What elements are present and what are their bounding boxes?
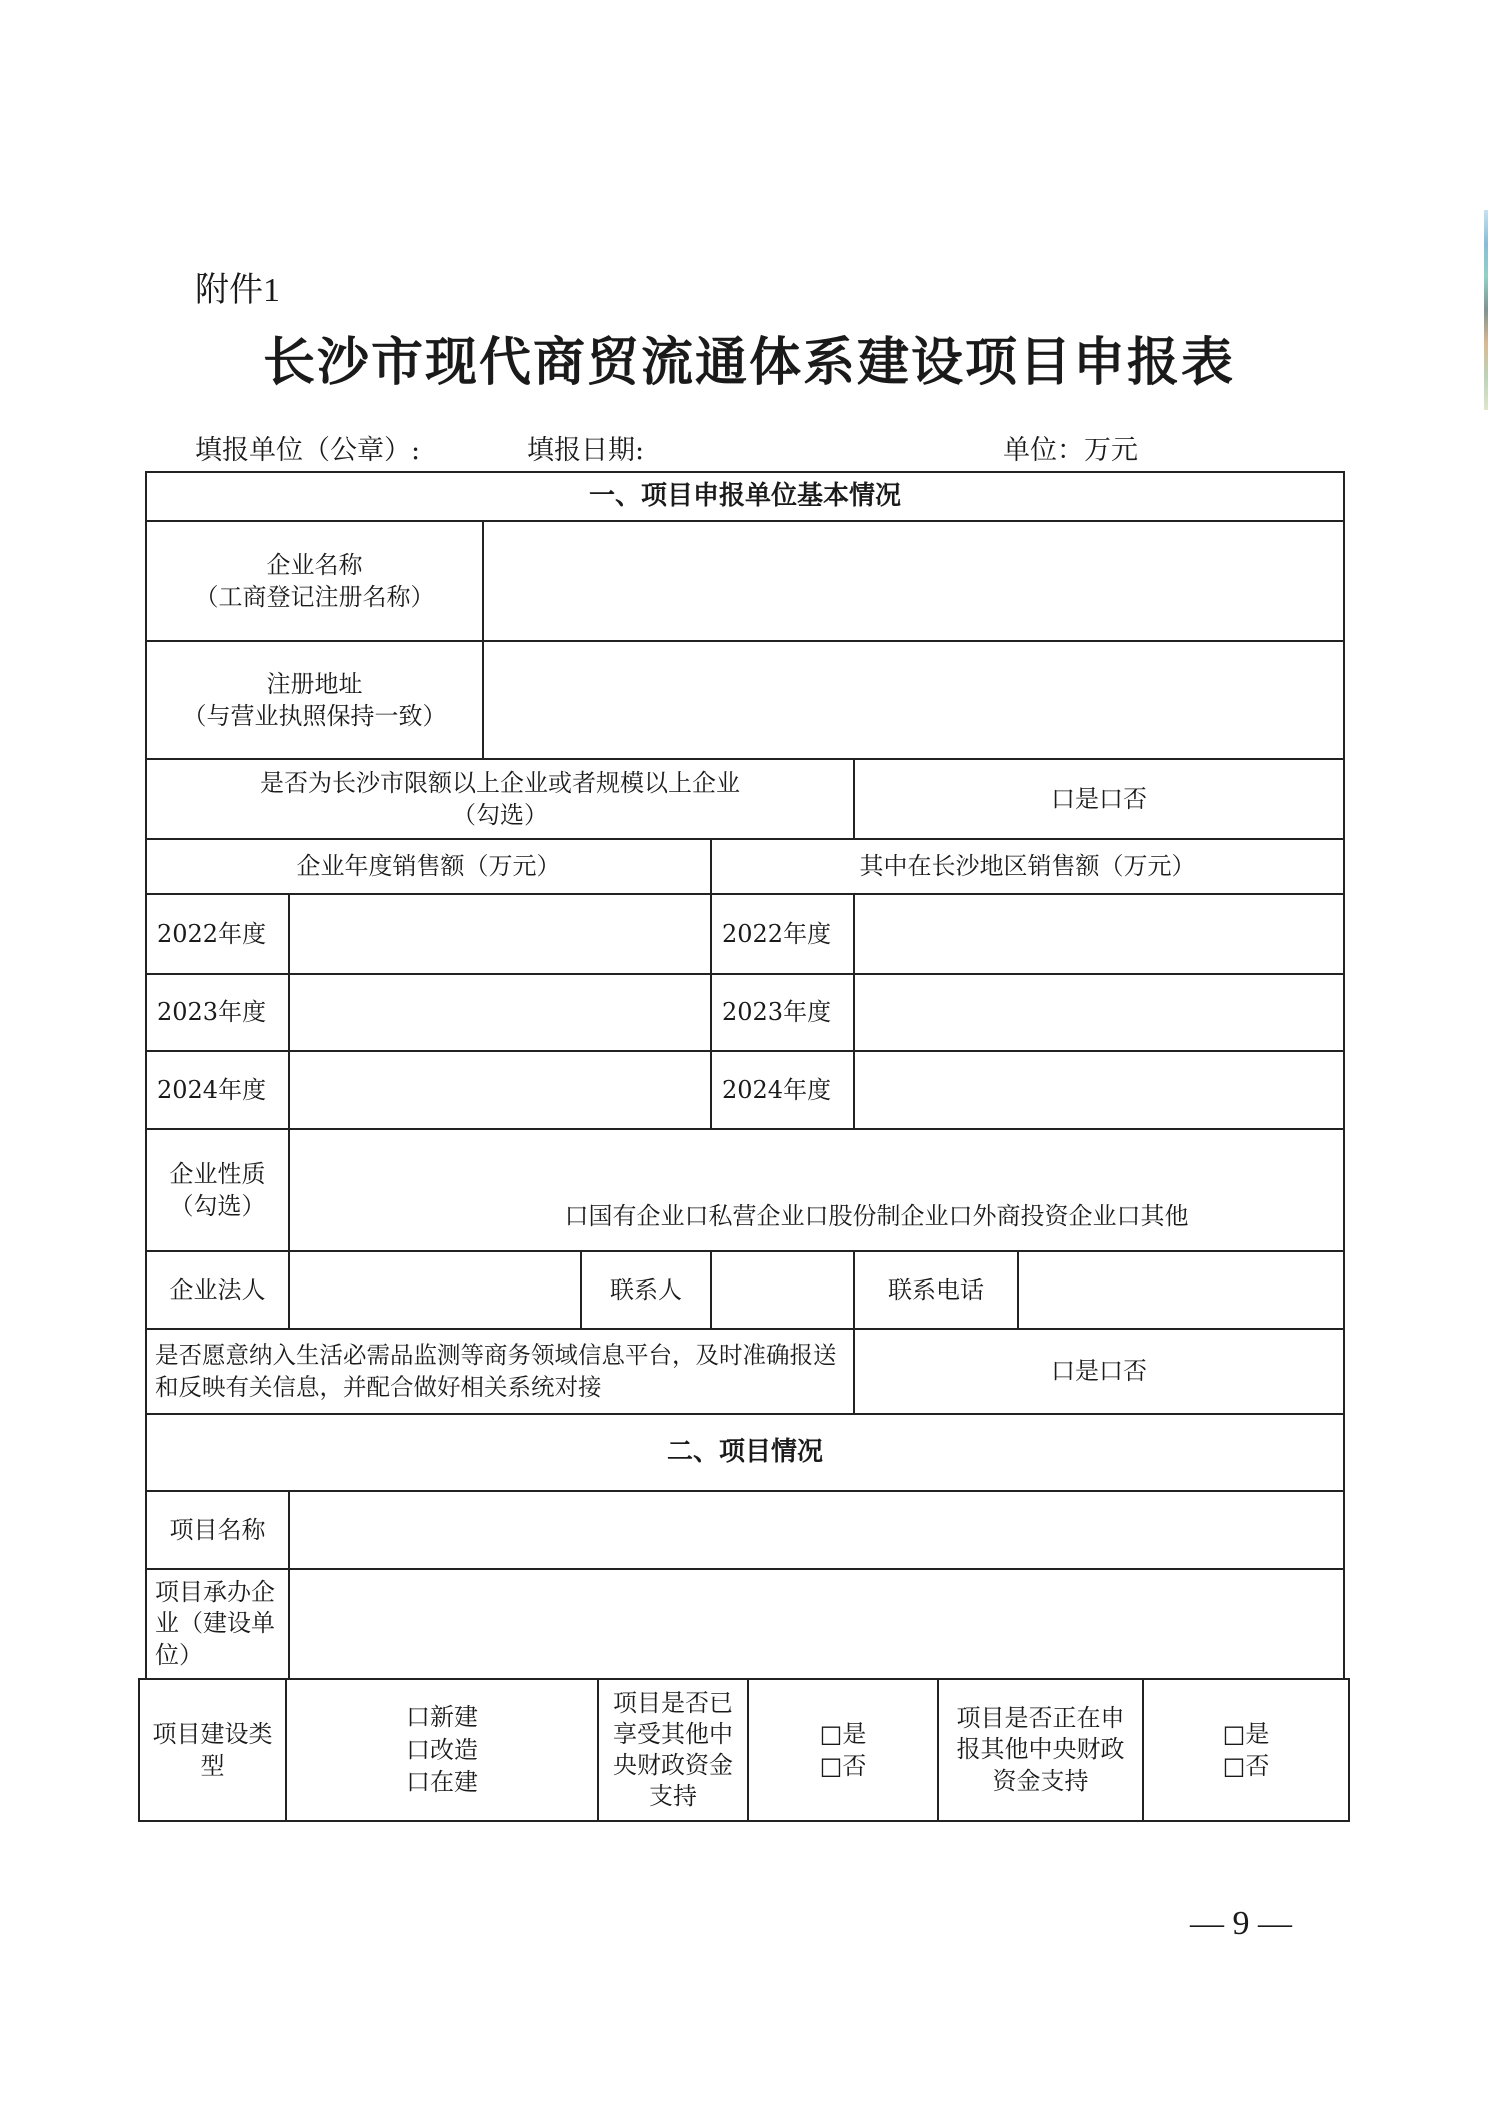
company-name-label-text: 企业名称 （工商登记注册名称）	[194, 550, 435, 611]
enjoyed-funds-label	[597, 1678, 749, 1822]
platform-options[interactable]: 口是口否	[1051, 1357, 1147, 1386]
contact-label	[580, 1250, 712, 1330]
applying-funds-label-text: 项目是否正在申报其他中央财政资金支持	[956, 1704, 1125, 1795]
annual-sales-2024-field[interactable]	[288, 1050, 712, 1130]
build-type-checkboxes[interactable]	[285, 1678, 599, 1822]
section1-heading	[145, 471, 1345, 522]
year-label-text: 2022年度	[722, 919, 832, 948]
reg-address-field[interactable]	[482, 640, 1345, 760]
annual-sales-header-text: 企业年度销售额（万元）	[296, 852, 561, 881]
project-name-field[interactable]	[288, 1490, 1345, 1570]
company-name-field[interactable]	[482, 520, 1345, 642]
applying-funds-options[interactable]: □是 □否	[1222, 1719, 1270, 1780]
enjoyed-funds-checkboxes[interactable]	[747, 1678, 939, 1822]
changsha-sales-2023-field[interactable]	[853, 973, 1345, 1052]
unit-label: 单位：万元	[1003, 435, 1138, 466]
year-label-text: 2022年度	[157, 919, 267, 948]
section2-heading	[145, 1413, 1345, 1492]
undertaker-field[interactable]	[288, 1568, 1345, 1680]
applying-funds-checkboxes[interactable]	[1142, 1678, 1350, 1822]
platform-label	[145, 1328, 855, 1415]
year-label-text: 2024年度	[157, 1075, 267, 1104]
build-type-options[interactable]: 口新建 口改造 口在建	[406, 1703, 478, 1797]
undertaker-label-text: 项目承办企业（建设单位）	[155, 1578, 275, 1669]
year-label-text: 2024年度	[722, 1075, 832, 1104]
fill-unit-label: 填报单位（公章）:	[195, 435, 421, 466]
contact-label-text: 联系人	[610, 1275, 682, 1304]
attachment-label: 附件1	[195, 272, 280, 309]
changsha-year-label-2023	[710, 973, 855, 1052]
year-label-2023	[145, 973, 290, 1052]
nature-label	[145, 1128, 290, 1252]
scan-edge-artifact	[1484, 210, 1488, 410]
changsha-year-label-2024	[710, 1050, 855, 1130]
above-limit-options[interactable]: 口是口否	[1051, 784, 1147, 813]
page-number: — 9 —	[1190, 1905, 1292, 1942]
enjoyed-funds-label-text: 项目是否已享受其他中央财政资金支持	[613, 1688, 733, 1811]
above-limit-label-text: 是否为长沙市限额以上企业或者规模以上企业 （勾选）	[260, 768, 740, 829]
legal-person-label	[145, 1250, 290, 1330]
changsha-sales-header-text: 其中在长沙地区销售额（万元）	[859, 852, 1196, 881]
project-name-label-text: 项目名称	[169, 1515, 266, 1544]
year-label-text: 2023年度	[157, 998, 267, 1027]
changsha-sales-2022-field[interactable]	[853, 893, 1345, 975]
company-name-label	[145, 520, 484, 642]
page-title: 长沙市现代商贸流通体系建设项目申报表	[262, 332, 1235, 393]
nature-checkboxes[interactable]	[288, 1128, 1345, 1252]
build-type-label-text: 项目建设类型	[152, 1719, 273, 1780]
fill-date-label: 填报日期:	[527, 435, 645, 466]
phone-label	[853, 1250, 1019, 1330]
phone-field[interactable]	[1017, 1250, 1345, 1330]
changsha-sales-header	[710, 838, 1345, 895]
annual-sales-2023-field[interactable]	[288, 973, 712, 1052]
nature-label-text: 企业性质 （勾选）	[169, 1159, 266, 1220]
annual-sales-header	[145, 838, 712, 895]
year-label-2022	[145, 893, 290, 975]
legal-person-field[interactable]	[288, 1250, 582, 1330]
section1-heading-text: 一、项目申报单位基本情况	[588, 480, 901, 511]
reg-address-label-text: 注册地址 （与营业执照保持一致）	[182, 669, 447, 730]
platform-label-text: 是否愿意纳入生活必需品监测等商务领域信息平台，及时准确报送和反映有关信息，并配合做好相关系统对接	[155, 1340, 837, 1401]
applying-funds-label	[937, 1678, 1144, 1822]
phone-label-text: 联系电话	[888, 1275, 984, 1304]
year-label-2024	[145, 1050, 290, 1130]
year-label-text: 2023年度	[722, 998, 832, 1027]
above-limit-label	[145, 758, 855, 840]
contact-field[interactable]	[710, 1250, 855, 1330]
build-type-label	[138, 1678, 287, 1822]
nature-options[interactable]: 口国有企业口私营企业口股份制企业口外商投资企业口其他	[564, 1201, 1189, 1230]
above-limit-checkboxes[interactable]	[853, 758, 1345, 840]
project-name-label	[145, 1490, 290, 1570]
platform-checkboxes[interactable]	[853, 1328, 1345, 1415]
changsha-sales-2024-field[interactable]	[853, 1050, 1345, 1130]
undertaker-label	[145, 1568, 290, 1680]
annual-sales-2022-field[interactable]	[288, 893, 712, 975]
reg-address-label	[145, 640, 484, 760]
section2-heading-text: 二、项目情况	[666, 1436, 823, 1467]
changsha-year-label-2022	[710, 893, 855, 975]
enjoyed-funds-options[interactable]: □是 □否	[819, 1719, 867, 1780]
legal-person-label-text: 企业法人	[169, 1275, 266, 1304]
